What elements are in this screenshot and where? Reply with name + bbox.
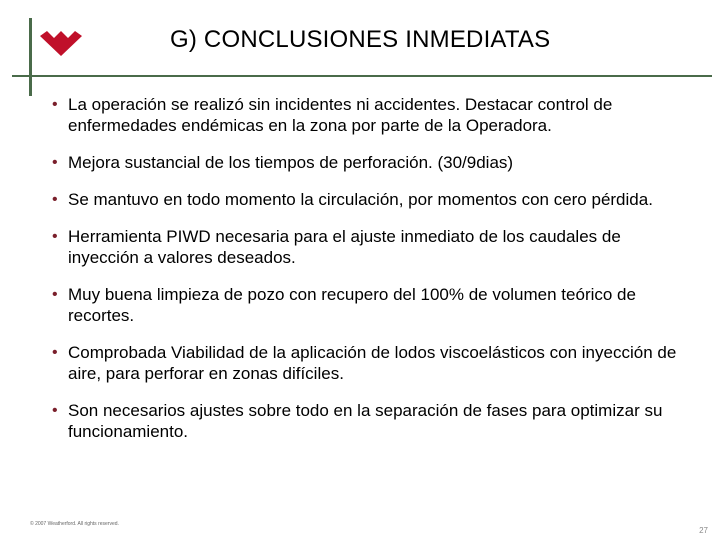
copyright-notice: © 2007 Weatherford. All rights reserved. [30, 521, 119, 527]
bullet-text: La operación se realizó sin incidentes ni accidentes. Destacar control de enfermedades endémicas en la zona por parte de la Operadora. [68, 95, 613, 135]
bullet-text: Muy buena limpieza de pozo con recupero del 100% de volumen teórico de recortes. [68, 285, 636, 325]
bullet-text: Herramienta PIWD necesaria para el ajuste inmediato de los caudales de inyección a valores deseados. [68, 227, 621, 267]
list-item [52, 342, 692, 384]
bullet-text: Se mantuvo en todo momento la circulación, por momentos con cero pérdida. [68, 190, 653, 209]
bullet-icon: • [52, 154, 58, 171]
list-item [52, 400, 692, 442]
bullet-icon: • [52, 402, 58, 419]
list-item [52, 189, 692, 210]
vertical-rule [29, 18, 32, 96]
bullet-text: Comprobada Viabilidad de la aplicación de lodos viscoelásticos con inyección de aire, para perforar en zonas difíciles. [68, 343, 677, 383]
list-item [52, 152, 692, 173]
page-number: 27 [699, 526, 708, 535]
horizontal-rule [12, 75, 712, 77]
bullet-icon: • [52, 228, 58, 245]
slide-title: G) CONCLUSIONES INMEDIATAS [170, 26, 551, 53]
list-item [52, 284, 692, 326]
bullet-icon: • [52, 286, 58, 303]
weatherford-logo-icon [40, 28, 82, 58]
conclusions-list [52, 94, 692, 442]
bullet-text: Mejora sustancial de los tiempos de perforación. (30/9dias) [68, 153, 514, 172]
list-item [52, 226, 692, 268]
bullet-icon: • [52, 96, 58, 113]
bullet-icon: • [52, 344, 58, 361]
bullet-icon: • [52, 191, 58, 208]
bullet-text: Son necesarios ajustes sobre todo en la separación de fases para optimizar su funcionamiento. [68, 401, 663, 441]
list-item [52, 94, 692, 136]
